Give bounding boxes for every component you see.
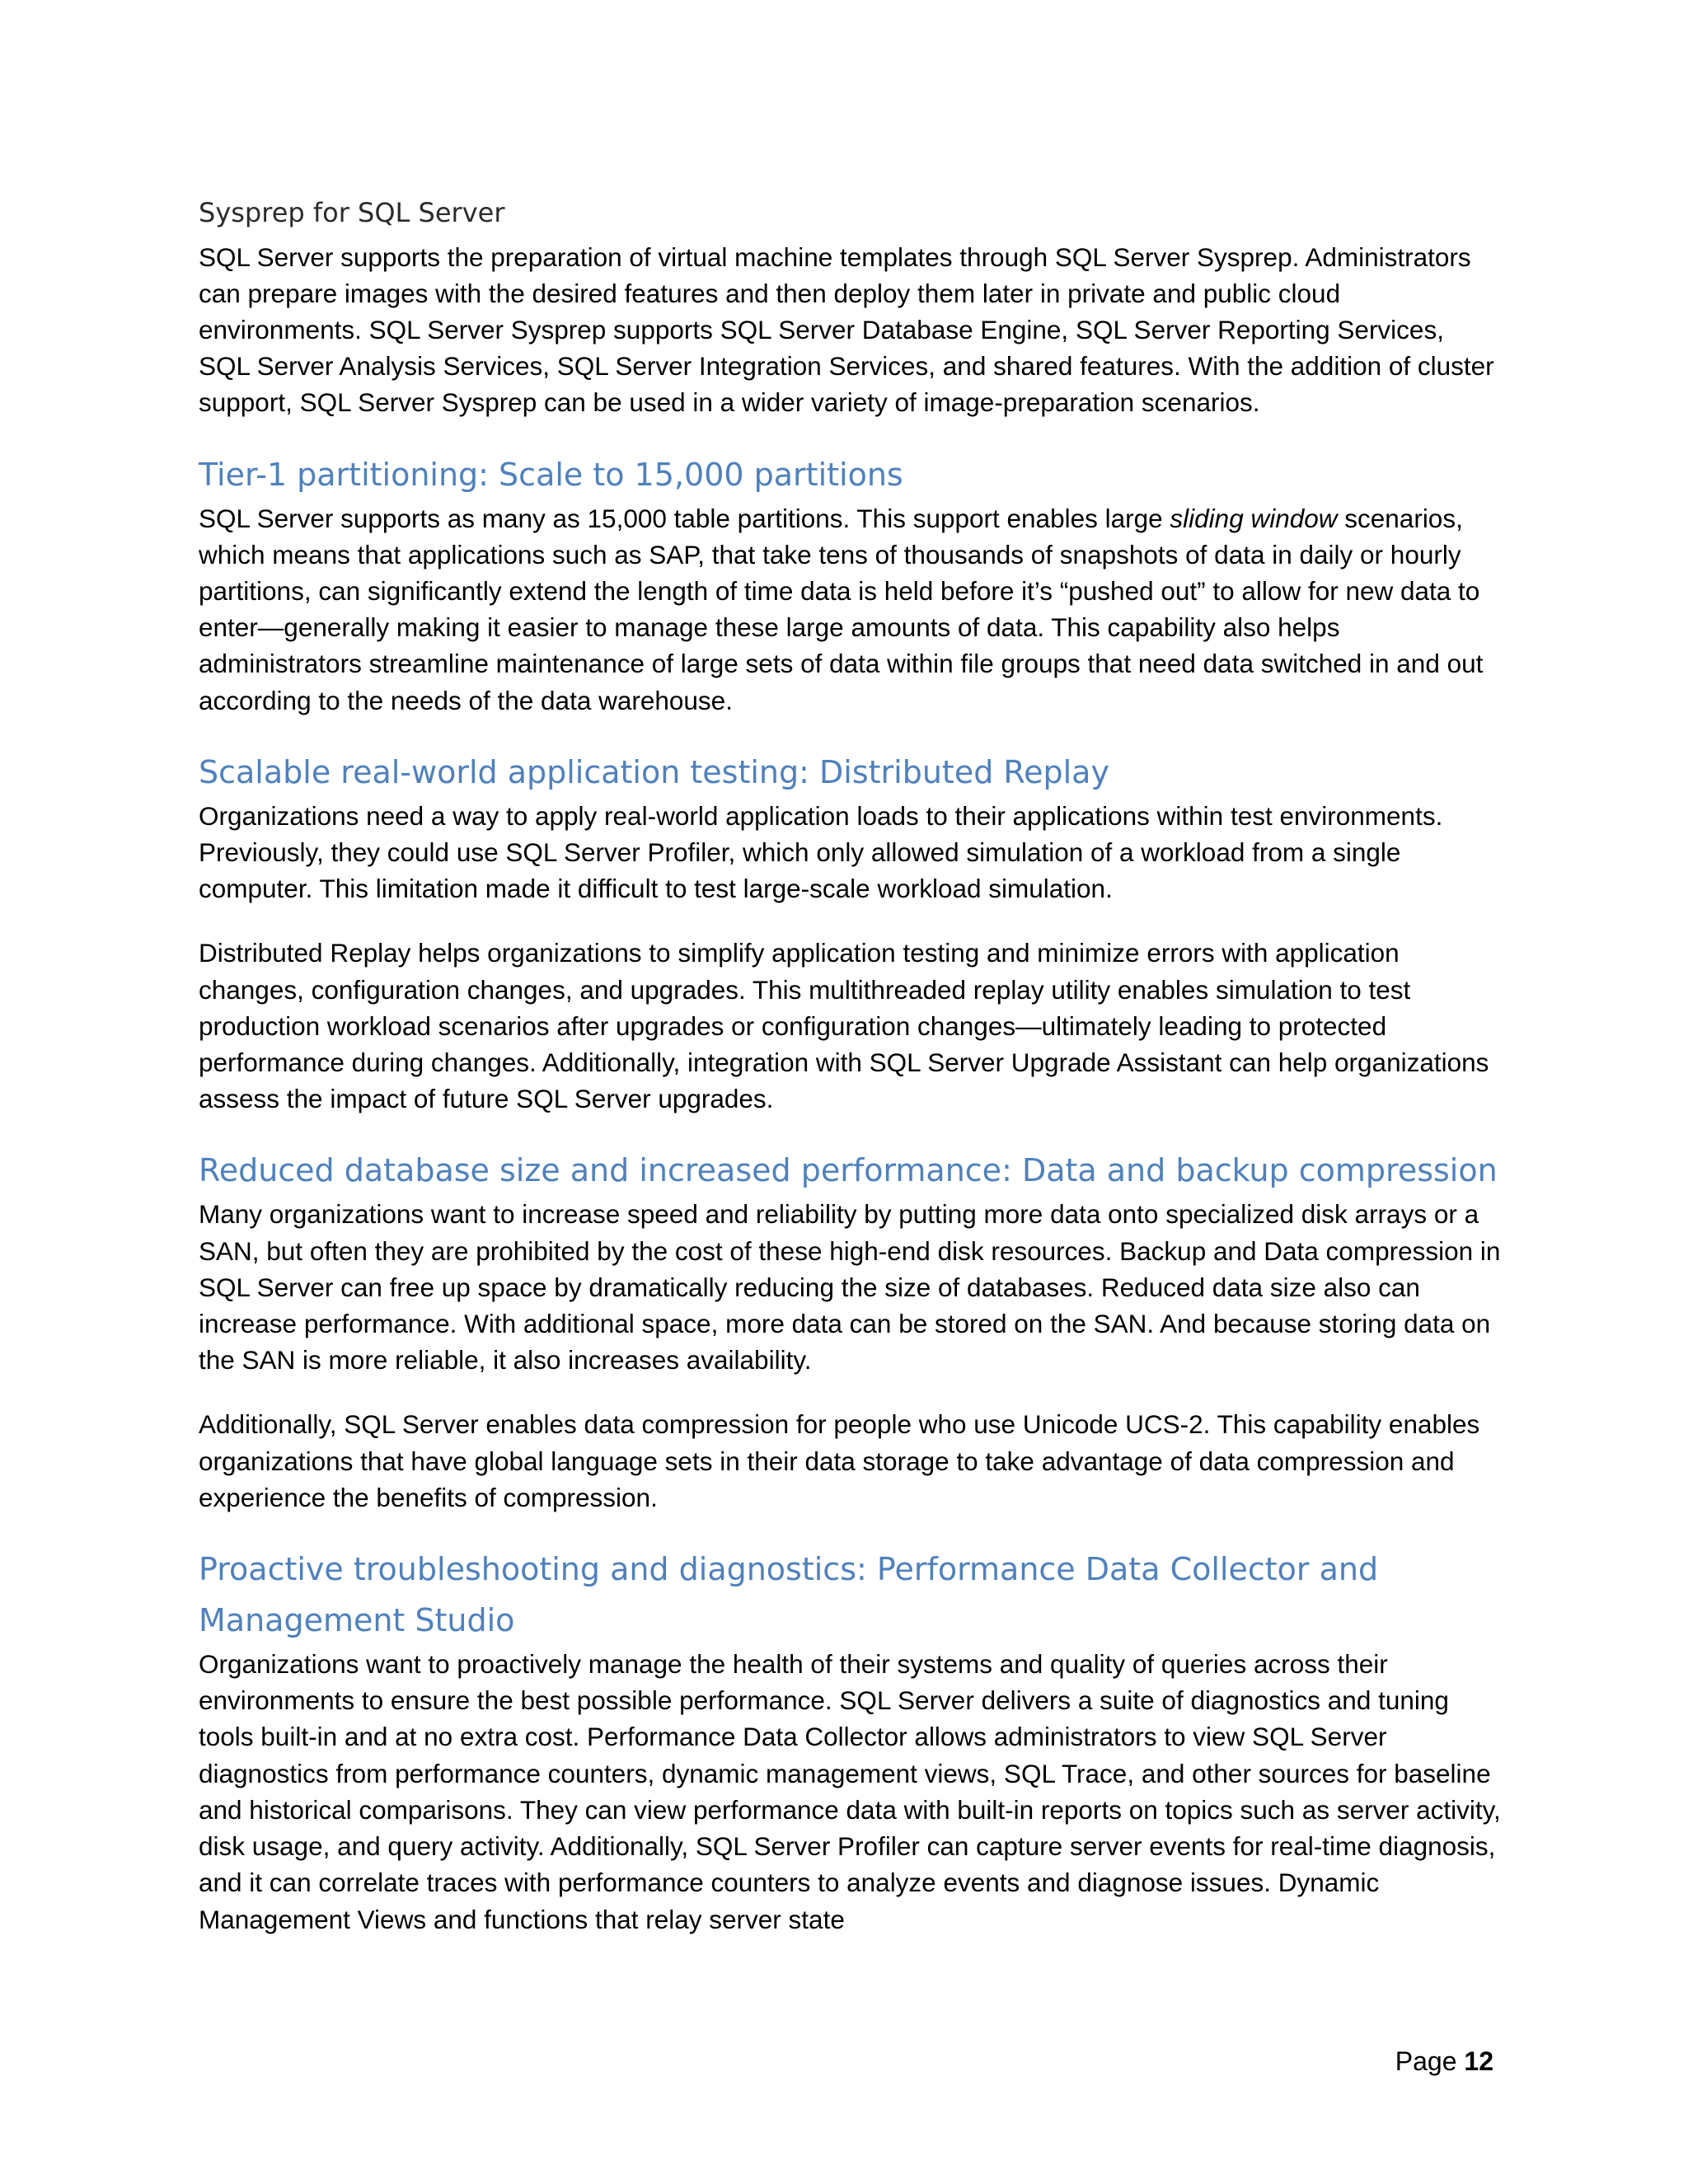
page-label: Page xyxy=(1395,2046,1457,2076)
section-title-replay: Scalable real-world application testing: Distributed Replay xyxy=(199,753,1109,790)
section-title-compression: Reduced database size and increased performance: Data and backup compression xyxy=(199,1152,1498,1189)
document-page xyxy=(199,196,1501,1938)
paragraph-tier1 xyxy=(199,500,1501,719)
paragraph-tier1-end: scenarios, which means that applications such as SAP, that take tens of thousands of snapshots of data in daily or hourly partitions, can significantly extend the length of time data is held before it’s “pushed out” to allow for new data to enter—generally making it easier to manage these large amounts of data. This capability also helps administrators streamline maintenance of large sets of data within file groups that need data switched in and out according to the needs of the data warehouse. xyxy=(199,503,1484,715)
page-number-value: 12 xyxy=(1464,2046,1493,2076)
section-title-sysprep: Sysprep for SQL Server xyxy=(199,197,505,228)
paragraph-compression-2: Additionally, SQL Server enables data compression for people who use Unicode UCS-2. This capability enables organizations that have global language sets in their data storage to take advantage of data compression and experience the benefits of compression. xyxy=(199,1409,1480,1512)
paragraph-replay-1: Organizations need a way to apply real-world application loads to their applications within test environments. Previously, they could use SQL Server Profiler, which only allowed simulation of a workload from a single computer. This limitation made it difficult to test large-scale workload simulation. xyxy=(199,800,1443,904)
section-title-diagnostics: Proactive troubleshooting and diagnostics: Performance Data Collector and Management Studio xyxy=(199,1551,1379,1639)
paragraph-replay-2: Distributed Replay helps organizations to simplify application testing and minimize errors with application changes, configuration changes, and upgrades. This multithreaded replay utility enables simulation to test production workload scenarios after upgrades or configuration changes—ultimately leading to protected performance during changes. Additionally, integration with SQL Server Upgrade Assistant can help organizations assess the impact of future SQL Server upgrades. xyxy=(199,938,1489,1114)
section-title-tier1: Tier-1 partitioning: Scale to 15,000 partitions xyxy=(199,456,903,493)
paragraph-tier1-start: SQL Server supports as many as 15,000 table partitions. This support enables large xyxy=(199,503,1170,533)
paragraph-diagnostics: Organizations want to proactively manage the health of their systems and quality of queries across their environments to ensure the best possible performance. SQL Server delivers a suite of diagnostics and tuning tools built-in and at no extra cost. Performance Data Collector allows administrators to view SQL Server diagnostics from performance counters, dynamic management views, SQL Trace, and other sources for baseline and historical comparisons. They can view performance data with built-in reports on topics such as server activity, disk usage, and query activity. Additionally, SQL Server Profiler can capture server events for real-time diagnosis, and it can correlate traces with performance counters to analyze events and diagnose issues. Dynamic Management Views and functions that relay server state xyxy=(199,1649,1501,1934)
page-number xyxy=(1395,2046,1493,2077)
paragraph-compression-1: Many organizations want to increase speed and reliability by putting more data onto specialized disk arrays or a SAN, but often they are prohibited by the cost of these high-end disk resources. Backup and Data compression in SQL Server can free up space by dramatically reducing the size of databases. Reduced data size also can increase performance. With additional space, more data can be stored on the SAN. And because storing data on the SAN is more reliable, it also increases availability. xyxy=(199,1199,1501,1376)
paragraph-tier1-italic: sliding window xyxy=(1170,503,1338,533)
paragraph-sysprep: SQL Server supports the preparation of virtual machine templates through SQL Server Sysprep. Administrators can prepare images with the desired features and then deploy them later in private and public cloud environments. SQL Server Sysprep supports SQL Server Database Engine, SQL Server Reporting Services, SQL Server Analysis Services, SQL Server Integration Services, and shared features. With the addition of cluster support, SQL Server Sysprep can be used in a wider variety of image-preparation scenarios. xyxy=(199,241,1494,418)
